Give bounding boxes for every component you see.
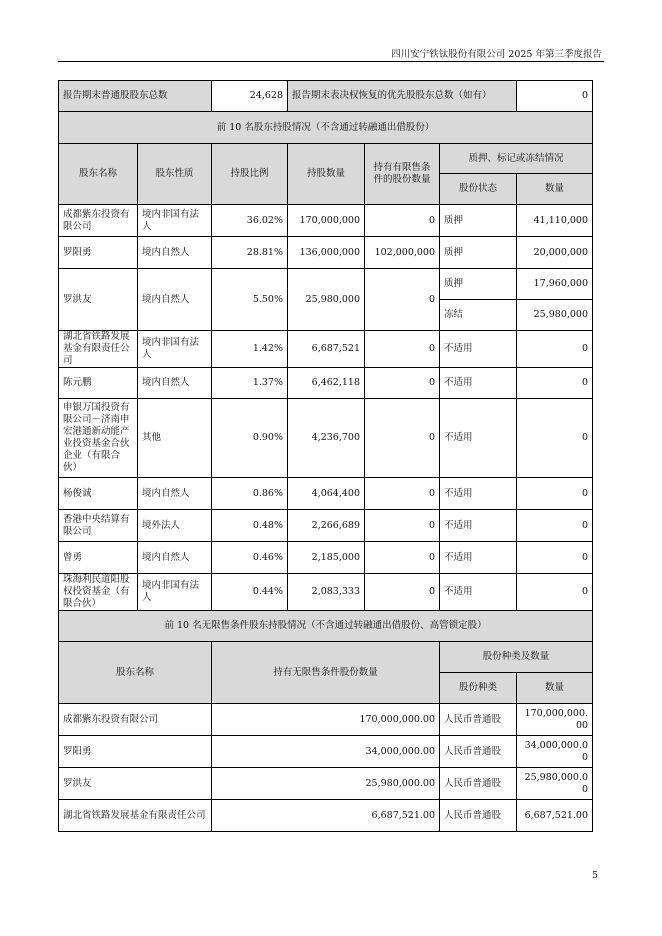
col-header-pledge-qty: 数量 bbox=[517, 174, 593, 205]
share-type: 人民币普通股 bbox=[440, 736, 517, 768]
col-header-pledge-group: 质押、标记或冻结情况 bbox=[440, 144, 593, 174]
shareholder-name: 珠海利民道阳股权投资基金（有限合伙） bbox=[59, 574, 138, 611]
shareholder-name: 申银万国投资有限公司－济南申宏港通新动能产业投资基金合伙企业（有限合伙） bbox=[59, 399, 138, 478]
shareholder-name: 陈元鹏 bbox=[59, 368, 138, 399]
shareholder-nature: 境外法人 bbox=[138, 510, 212, 542]
top10-header-row bbox=[59, 144, 593, 174]
shareholder-nature: 境内自然人 bbox=[138, 478, 212, 510]
unrestricted-quantity: 170,000,000.00 bbox=[212, 704, 440, 736]
unrestricted-quantity: 6,687,521.00 bbox=[212, 800, 440, 832]
pledge-quantity: 20,000,000 bbox=[517, 237, 593, 269]
holding-quantity: 2,083,333 bbox=[288, 574, 365, 611]
pledge-quantity: 0 bbox=[517, 510, 593, 542]
holding-ratio: 1.42% bbox=[212, 331, 288, 368]
unrestricted-quantity: 34,000,000.00 bbox=[212, 736, 440, 768]
restricted-quantity: 0 bbox=[365, 205, 440, 237]
header-rule bbox=[58, 61, 604, 62]
holding-quantity: 6,687,521 bbox=[288, 331, 365, 368]
pledge-quantity: 0 bbox=[517, 542, 593, 574]
shareholder-nature: 境内非国有法人 bbox=[138, 205, 212, 237]
col-header-pledge-status: 股份状态 bbox=[440, 174, 517, 205]
shareholder-nature: 境内非国有法人 bbox=[138, 331, 212, 368]
table-row bbox=[59, 331, 593, 368]
unrestricted-section-title: 前 10 名无限售条件股东持股情况（不含通过转融通出借股份、高管锁定股） bbox=[59, 611, 593, 642]
pledge-status: 不适用 bbox=[440, 574, 517, 611]
holding-ratio: 0.48% bbox=[212, 510, 288, 542]
table-row bbox=[59, 205, 593, 237]
share-type-quantity: 34,000,000.00 bbox=[517, 736, 593, 768]
unrestricted-col-header-type: 股份种类 bbox=[440, 673, 517, 704]
pledge-status: 不适用 bbox=[440, 331, 517, 368]
table-row bbox=[59, 478, 593, 510]
unrestricted-quantity: 25,980,000.00 bbox=[212, 768, 440, 800]
pledge-quantity: 0 bbox=[517, 574, 593, 611]
share-type-quantity: 6,687,521.00 bbox=[517, 800, 593, 832]
holding-ratio: 36.02% bbox=[212, 205, 288, 237]
pledge-status: 质押 bbox=[440, 237, 517, 269]
common-shareholders-value: 24,628 bbox=[212, 81, 288, 112]
holding-quantity: 25,980,000 bbox=[288, 269, 365, 331]
holding-ratio: 28.81% bbox=[212, 237, 288, 269]
shareholder-name: 香港中央结算有限公司 bbox=[59, 510, 138, 542]
table-row bbox=[59, 704, 593, 736]
unrestricted-name: 湖北省铁路发展基金有限责任公司 bbox=[59, 800, 212, 832]
share-type-quantity: 170,000,000.00 bbox=[517, 704, 593, 736]
restricted-quantity: 102,000,000 bbox=[365, 237, 440, 269]
pledge-status: 质押 bbox=[440, 269, 517, 300]
unrestricted-col-header-qty: 数量 bbox=[517, 673, 593, 704]
pledge-quantity: 0 bbox=[517, 368, 593, 399]
preferred-shareholders-label: 报告期末表决权恢复的优先股股东总数（如有） bbox=[288, 81, 517, 112]
holding-ratio: 5.50% bbox=[212, 269, 288, 331]
shareholder-nature: 其他 bbox=[138, 399, 212, 478]
shareholder-table bbox=[58, 80, 593, 832]
page-number: 5 bbox=[591, 870, 598, 881]
common-shareholders-label: 报告期末普通股股东总数 bbox=[59, 81, 212, 112]
shareholder-nature: 境内自然人 bbox=[138, 269, 212, 331]
unrestricted-col-header-quantity: 持有无限售条件股份数量 bbox=[212, 642, 440, 704]
pledge-quantity: 0 bbox=[517, 478, 593, 510]
page-header: 四川安宁铁钛股份有限公司 2025 年第三季度报告 bbox=[391, 49, 602, 60]
unrestricted-col-header-name: 股东名称 bbox=[59, 642, 212, 704]
shareholder-name: 罗阳勇 bbox=[59, 237, 138, 269]
holding-quantity: 4,064,400 bbox=[288, 478, 365, 510]
restricted-quantity: 0 bbox=[365, 269, 440, 331]
table-row bbox=[59, 768, 593, 800]
restricted-quantity: 0 bbox=[365, 510, 440, 542]
holding-ratio: 0.46% bbox=[212, 542, 288, 574]
table-row bbox=[59, 399, 593, 478]
holding-ratio: 0.44% bbox=[212, 574, 288, 611]
holding-quantity: 136,000,000 bbox=[288, 237, 365, 269]
share-type: 人民币普通股 bbox=[440, 768, 517, 800]
table-row bbox=[59, 237, 593, 269]
pledge-status: 质押 bbox=[440, 205, 517, 237]
unrestricted-name: 成都紫东投资有限公司 bbox=[59, 704, 212, 736]
holding-quantity: 6,462,118 bbox=[288, 368, 365, 399]
col-header-ratio: 持股比例 bbox=[212, 144, 288, 205]
unrestricted-name: 罗阳勇 bbox=[59, 736, 212, 768]
shareholder-name: 杨俊诚 bbox=[59, 478, 138, 510]
table-row bbox=[59, 574, 593, 611]
share-type: 人民币普通股 bbox=[440, 704, 517, 736]
share-type-quantity: 25,980,000.00 bbox=[517, 768, 593, 800]
shareholder-nature: 境内自然人 bbox=[138, 237, 212, 269]
pledge-quantity: 17,960,000 bbox=[517, 269, 593, 300]
pledge-status: 不适用 bbox=[440, 478, 517, 510]
shareholder-nature: 境内非国有法人 bbox=[138, 574, 212, 611]
pledge-quantity: 41,110,000 bbox=[517, 205, 593, 237]
holding-ratio: 0.90% bbox=[212, 399, 288, 478]
col-header-nature: 股东性质 bbox=[138, 144, 212, 205]
table-row bbox=[59, 800, 593, 832]
holding-quantity: 4,236,700 bbox=[288, 399, 365, 478]
table-row bbox=[59, 269, 593, 300]
shareholder-name: 成都紫东投资有限公司 bbox=[59, 205, 138, 237]
freeze-quantity: 25,980,000 bbox=[517, 300, 593, 331]
pledge-quantity: 0 bbox=[517, 399, 593, 478]
holding-quantity: 2,185,000 bbox=[288, 542, 365, 574]
top10-section-title: 前 10 名股东持股情况（不含通过转融通出借股份） bbox=[59, 112, 593, 144]
holding-ratio: 1.37% bbox=[212, 368, 288, 399]
shareholder-nature: 境内自然人 bbox=[138, 368, 212, 399]
shareholder-name: 湖北省铁路发展基金有限责任公司 bbox=[59, 331, 138, 368]
pledge-status: 不适用 bbox=[440, 368, 517, 399]
pledge-status: 不适用 bbox=[440, 510, 517, 542]
share-type: 人民币普通股 bbox=[440, 800, 517, 832]
table-row bbox=[59, 542, 593, 574]
unrestricted-header-row bbox=[59, 642, 593, 673]
table-row bbox=[59, 368, 593, 399]
shareholder-nature: 境内自然人 bbox=[138, 542, 212, 574]
holding-quantity: 2,266,689 bbox=[288, 510, 365, 542]
holding-ratio: 0.86% bbox=[212, 478, 288, 510]
col-header-restricted: 持有有限售条件的股份数量 bbox=[365, 144, 440, 205]
freeze-status: 冻结 bbox=[440, 300, 517, 331]
pledge-status: 不适用 bbox=[440, 542, 517, 574]
table-row bbox=[59, 510, 593, 542]
shareholder-name: 罗洪友 bbox=[59, 269, 138, 331]
pledge-quantity: 0 bbox=[517, 331, 593, 368]
restricted-quantity: 0 bbox=[365, 542, 440, 574]
holding-quantity: 170,000,000 bbox=[288, 205, 365, 237]
table-row bbox=[59, 736, 593, 768]
unrestricted-col-header-group: 股份种类及数量 bbox=[440, 642, 593, 673]
restricted-quantity: 0 bbox=[365, 331, 440, 368]
restricted-quantity: 0 bbox=[365, 399, 440, 478]
summary-row bbox=[59, 81, 593, 112]
restricted-quantity: 0 bbox=[365, 574, 440, 611]
restricted-quantity: 0 bbox=[365, 478, 440, 510]
pledge-status: 不适用 bbox=[440, 399, 517, 478]
shareholder-name: 曾勇 bbox=[59, 542, 138, 574]
preferred-shareholders-value: 0 bbox=[517, 81, 593, 112]
col-header-name: 股东名称 bbox=[59, 144, 138, 205]
unrestricted-name: 罗洪友 bbox=[59, 768, 212, 800]
col-header-quantity: 持股数量 bbox=[288, 144, 365, 205]
restricted-quantity: 0 bbox=[365, 368, 440, 399]
